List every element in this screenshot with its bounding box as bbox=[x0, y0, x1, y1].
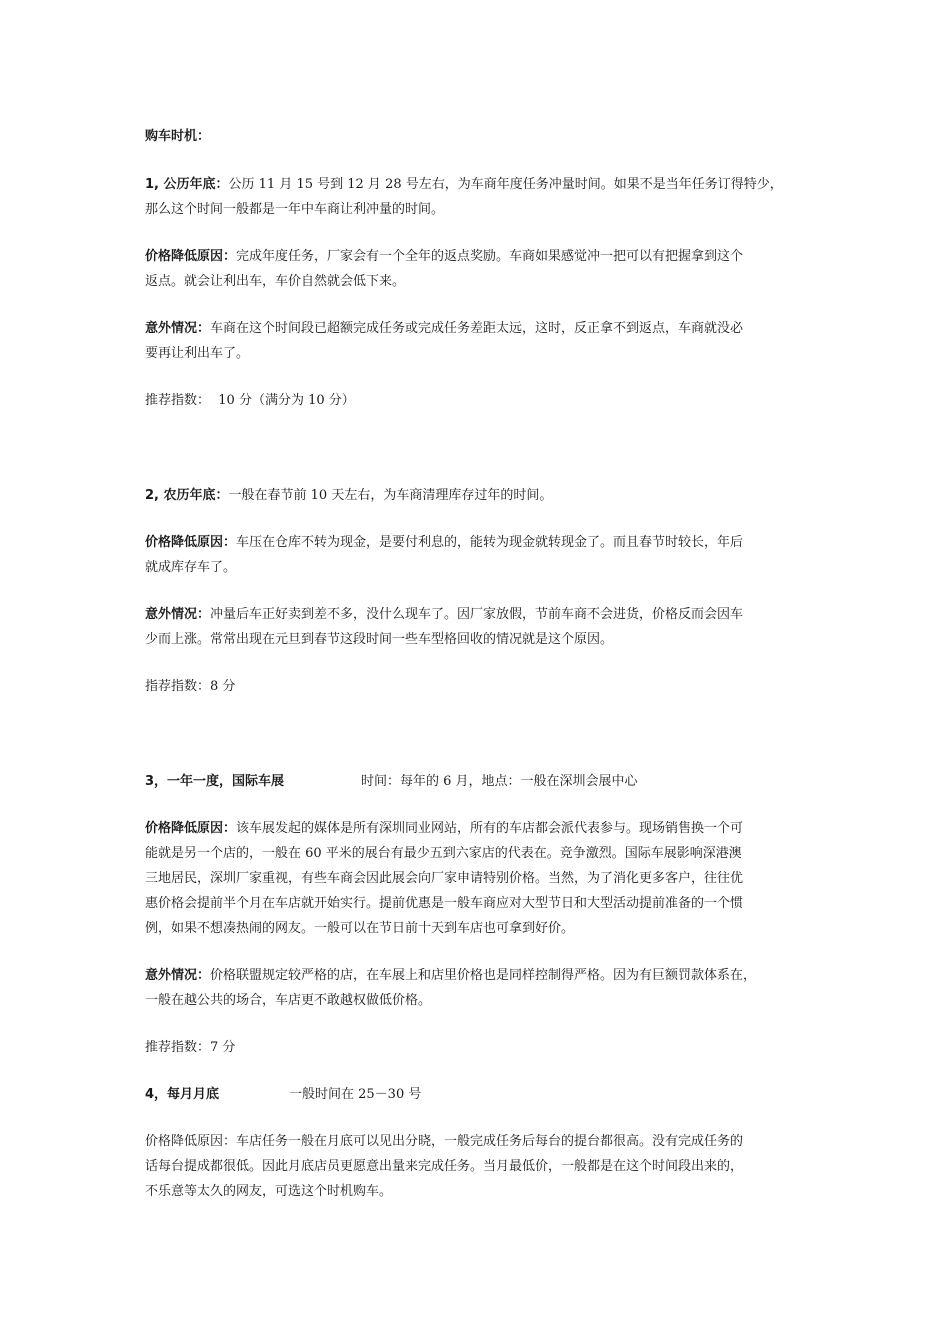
s1-heading: 1, 公历年底： bbox=[145, 177, 229, 192]
s1-rating: 推荐指数： 10 分（满分为 10 分） bbox=[145, 393, 355, 408]
s2-reason-1: 车压在仓库不转为现金，是要付利息的，能转为现金就转现金了。而且春节时较长，年后 bbox=[236, 535, 744, 550]
s3-reason-3: 三地居民，深圳厂家重视，有些车商会因此展会向厂家申请特别价格。当然，为了消化更多客户，往往优 bbox=[145, 871, 744, 886]
doc-title: 购车时机： bbox=[145, 129, 211, 144]
s2-exception-line-1 bbox=[145, 607, 743, 623]
s1-reason-2: 返点。就会让利出车，车价自然就会低下来。 bbox=[145, 274, 406, 289]
s2-body: 一般在春节前 10 天左右，为车商清理库存过年的时间。 bbox=[228, 488, 553, 503]
s2-rating: 指荐指数：8 分 bbox=[145, 679, 236, 694]
s3-reason-1: 该车展发起的媒体是所有深圳同业网站，所有的车店都会派代表参与。现场销售换一个可 bbox=[236, 821, 744, 836]
s2-exception-1: 冲量后车正好卖到差不多，没什么现车了。因厂家放假，节前车商不会进货，价格反而会因车 bbox=[210, 607, 744, 622]
s2-reason-label: 价格降低原因： bbox=[145, 535, 237, 550]
s3-exception-2: 一般在越公共的场合，车店更不敢越权做低价格。 bbox=[145, 993, 432, 1008]
s1-body-2: 那么这个时间一般都是一年中车商让利冲量的时间。 bbox=[145, 202, 445, 217]
s4-reason-2: 话每台提成都很低。因此月底店员更愿意出量来完成任务。当月最低价，一般都是在这个时间段出来的， bbox=[145, 1159, 744, 1174]
s2-exception-label: 意外情况： bbox=[145, 607, 211, 622]
s4-info: 一般时间在 25－30 号 bbox=[289, 1087, 422, 1102]
s1-reason-1: 完成年度任务，厂家会有一个全年的返点奖励。车商如果感觉冲一把可以有把握拿到这个 bbox=[236, 249, 744, 264]
s3-reason-4: 惠价格会提前半个月在车店就开始实行。提前优惠是一般车商应对大型节日和大型活动提前准备的一个惯 bbox=[145, 896, 744, 911]
s2-reason-2: 就成库存车了。 bbox=[145, 560, 237, 575]
s1-exception-line-1 bbox=[145, 321, 743, 337]
s3-exception-line-1 bbox=[145, 968, 756, 984]
s1-reason-label: 价格降低原因： bbox=[145, 249, 237, 264]
s1-body-1: 公历 11 月 15 号到 12 月 28 号左右，为车商年度任务冲量时间。如果不是当年任务订得特少， bbox=[228, 177, 783, 192]
s3-reason-2: 能就是另一个店的，一般在 60 平米的展台有最少五到六家店的代表在。竞争激烈。国际车展影响深港澳 bbox=[145, 846, 742, 861]
s3-reason-5: 例，如果不想凑热闹的网友。一般可以在节日前十天到车店也可拿到好价。 bbox=[145, 921, 575, 936]
s1-intro-line-1 bbox=[145, 177, 783, 193]
s2-intro-line bbox=[145, 488, 552, 504]
s1-exception-1: 车商在这个时间段已超额完成任务或完成任务差距太远，这时，反正拿不到返点，车商就没必 bbox=[210, 321, 744, 336]
s3-info: 时间：每年的 6 月，地点：一般在深圳会展中心 bbox=[361, 774, 638, 789]
s2-heading: 2, 农历年底： bbox=[145, 488, 229, 503]
s3-heading: 3，一年一度，国际车展 bbox=[145, 774, 285, 789]
s3-reason-label: 价格降低原因： bbox=[145, 821, 237, 836]
s1-exception-label: 意外情况： bbox=[145, 321, 211, 336]
s3-exception-label: 意外情况： bbox=[145, 968, 211, 983]
s2-exception-2: 少而上涨。常常出现在元旦到春节这段时间一些车型格回收的情况就是这个原因。 bbox=[145, 632, 614, 647]
s2-reason-line-1 bbox=[145, 535, 743, 551]
s4-reason-1: 价格降低原因：车店任务一般在月底可以见出分晓，一般完成任务后每台的提台都很高。没有完成任务的 bbox=[145, 1134, 744, 1149]
s3-exception-1: 价格联盟规定较严格的店，在车展上和店里价格也是同样控制得严格。因为有巨额罚款体系在， bbox=[210, 968, 757, 983]
s1-exception-2: 要再让利出车了。 bbox=[145, 346, 250, 361]
s3-reason-line-1 bbox=[145, 821, 743, 837]
s4-heading: 4，每月月底 bbox=[145, 1087, 220, 1102]
s4-reason-3: 不乐意等太久的网友，可选这个时机购车。 bbox=[145, 1184, 393, 1199]
s1-reason-line-1 bbox=[145, 249, 743, 265]
s3-rating: 推荐指数：7 分 bbox=[145, 1040, 236, 1055]
